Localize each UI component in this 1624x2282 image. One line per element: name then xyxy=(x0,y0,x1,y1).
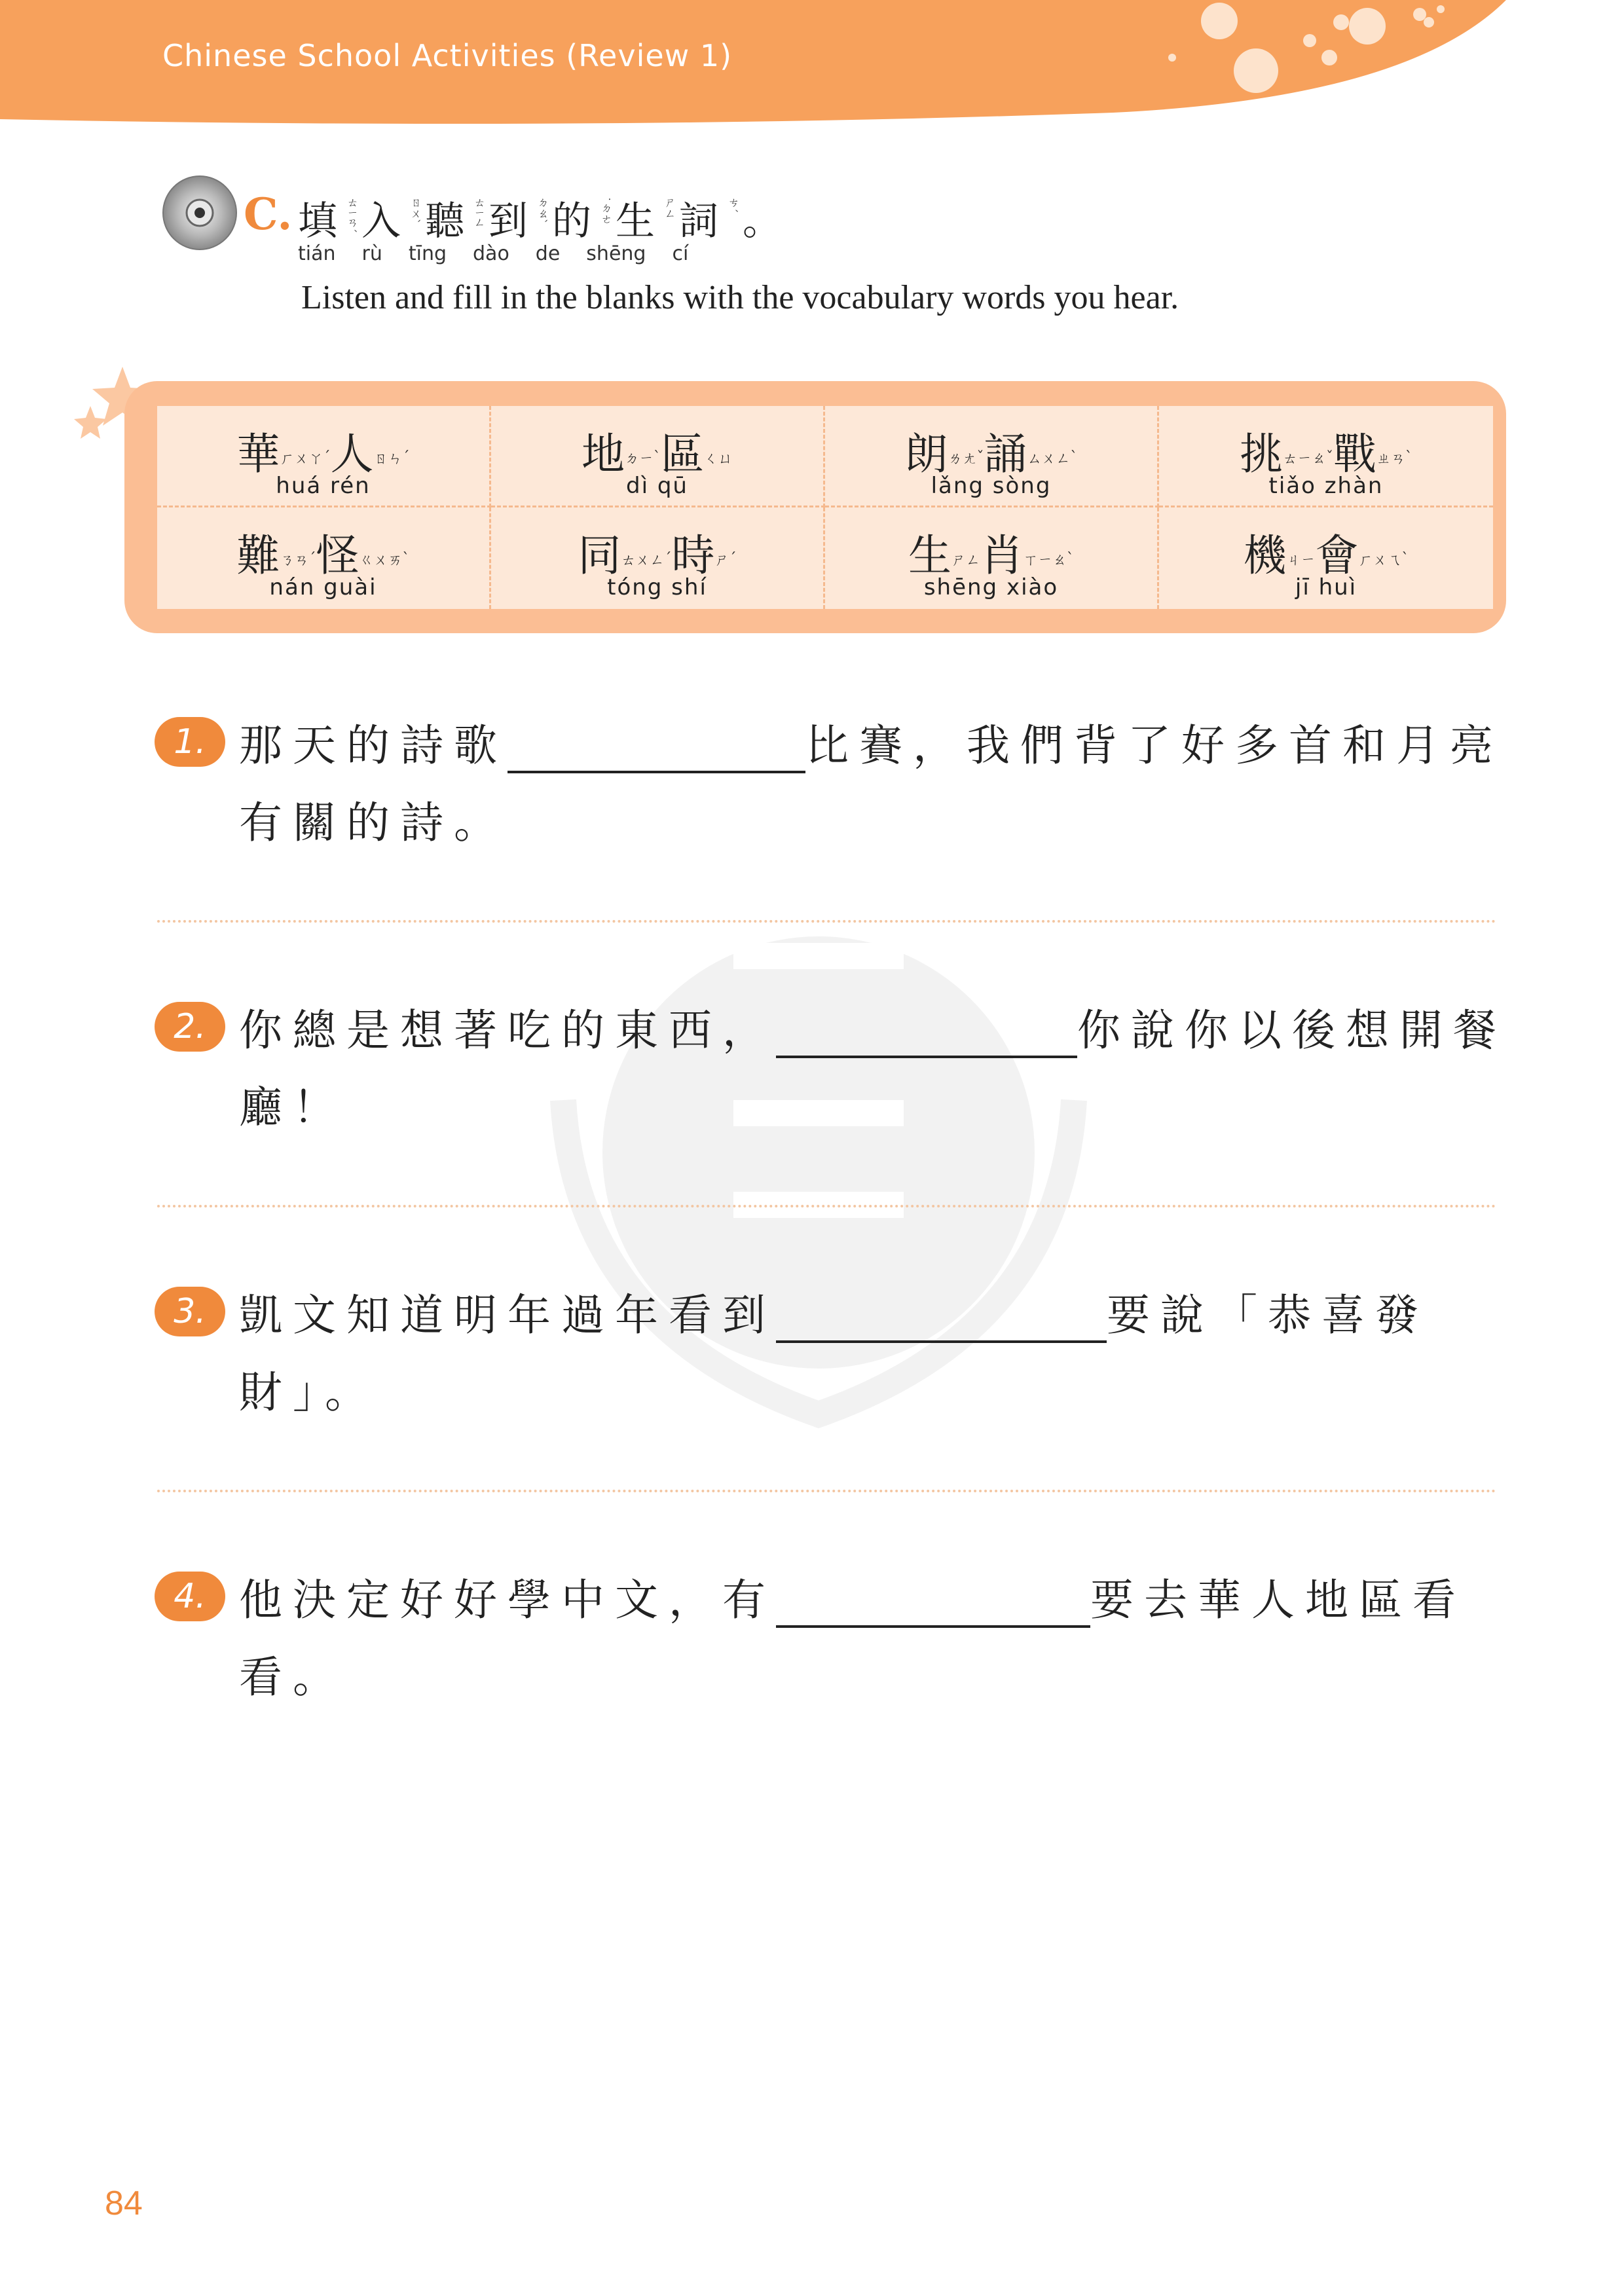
title-pinyin: de xyxy=(535,242,561,265)
vocab-word: 華ㄏㄨㄚˊ人ㄖㄣˊ xyxy=(236,429,410,479)
header-title: Chinese School Activities (Review 1) xyxy=(162,38,733,73)
vocab-word: 同ㄊㄨㄥˊ時ㄕˊ xyxy=(578,530,737,581)
section-title xyxy=(298,190,790,246)
question-text: 要去華人地區看 xyxy=(1090,1575,1466,1625)
question-text: 你說你以後想開餐 xyxy=(1077,1005,1507,1056)
title-zhuyin: ㄊㄧㄥ xyxy=(471,196,485,228)
answer-blank[interactable] xyxy=(776,1005,1077,1058)
question-line-continued: 有關的詩。 xyxy=(239,798,507,848)
question-line-continued: 看。 xyxy=(239,1652,346,1702)
question-line xyxy=(239,710,1504,773)
vocab-word: 難ㄋㄢˊ怪ㄍㄨㄞˋ xyxy=(236,530,410,581)
section-letter: C. xyxy=(244,189,293,240)
question-number: 1. xyxy=(155,717,225,767)
watermark-emblem xyxy=(537,904,1100,1434)
vocab-word: 朗ㄌㄤˇ誦ㄙㄨㄥˋ xyxy=(904,429,1078,479)
page-header xyxy=(0,0,1624,124)
title-zhuyin: ㄘˊ xyxy=(726,196,739,213)
vocab-cell xyxy=(825,406,1159,507)
vocab-pinyin: tóng shí xyxy=(607,574,707,600)
title-zhuyin: ㄉㄠˋ xyxy=(535,196,548,225)
dotted-divider xyxy=(157,1490,1496,1492)
title-zhuyin: ㄊㄧㄢˊ xyxy=(344,196,358,234)
question-line xyxy=(239,1565,1466,1628)
vocab-cell xyxy=(825,507,1159,609)
vocab-pinyin: huá rén xyxy=(276,473,371,499)
vocab-word: 機ㄐㄧ會ㄏㄨㄟˋ xyxy=(1243,530,1409,581)
question-text: 凱文知道明年過年看到 xyxy=(239,1290,776,1340)
question-text: 他決定好好學中文，有 xyxy=(239,1575,776,1625)
dotted-divider xyxy=(157,1205,1496,1207)
title-char: 的 xyxy=(552,198,591,244)
vocab-word: 地ㄉㄧˋ區ㄑㄩ xyxy=(581,429,733,479)
title-char: 生 xyxy=(616,198,655,244)
title-pinyin: rù xyxy=(361,242,382,265)
vocab-pinyin: shēng xiào xyxy=(923,574,1059,600)
title-char: 到 xyxy=(489,198,528,244)
vocab-pinyin: lǎng sòng xyxy=(931,473,1052,499)
section-pinyin xyxy=(298,242,714,265)
title-pinyin: dào xyxy=(473,242,509,265)
question-number: 4. xyxy=(155,1572,225,1621)
vocab-word: 挑ㄊㄧㄠˇ戰ㄓㄢˋ xyxy=(1239,429,1413,479)
question-text: 你總是想著吃的東西， xyxy=(239,1005,776,1056)
title-char: 聽 xyxy=(425,198,464,244)
answer-blank[interactable] xyxy=(776,1290,1107,1343)
question-text: 那天的詩歌 xyxy=(239,720,507,771)
title-pinyin: shēng xyxy=(586,242,646,265)
vocab-cell xyxy=(1159,406,1493,507)
vocab-cell xyxy=(157,507,491,609)
vocab-cell xyxy=(491,507,825,609)
question-line-continued: 財」。 xyxy=(239,1367,378,1418)
question-line xyxy=(239,1280,1429,1343)
vocab-pinyin: jī huì xyxy=(1295,574,1357,600)
answer-blank[interactable] xyxy=(507,720,805,773)
title-pinyin: tīng xyxy=(408,242,447,265)
question-number: 2. xyxy=(155,1002,225,1052)
cd-icon xyxy=(160,174,239,252)
title-pinyin: tián xyxy=(298,242,336,265)
title-char: 。 xyxy=(743,198,782,244)
vocab-pinyin: dì qū xyxy=(626,473,688,499)
question-number: 3. xyxy=(155,1287,225,1336)
title-zhuyin: ㄕㄥ xyxy=(662,196,675,219)
vocab-cell xyxy=(491,406,825,507)
title-pinyin: cí xyxy=(672,242,689,265)
dotted-divider xyxy=(157,920,1496,923)
title-zhuyin: ㄖㄨˋ xyxy=(408,196,421,225)
section-subtitle: Listen and fill in the blanks with the vocabulary words you hear. xyxy=(301,279,1179,316)
vocab-pinyin: nán guài xyxy=(269,574,377,600)
vocab-pinyin: tiǎo zhàn xyxy=(1268,473,1384,499)
vocabulary-grid xyxy=(157,406,1493,609)
page-number: 84 xyxy=(105,2184,143,2222)
title-char: 填 xyxy=(298,198,337,244)
question-text: 要說「恭喜發 xyxy=(1107,1290,1429,1340)
vocab-cell xyxy=(1159,507,1493,609)
question-line xyxy=(239,995,1507,1058)
question-text: 比賽，我們背了好多首和月亮 xyxy=(805,720,1504,771)
title-zhuyin: ˙ㄉㄜ xyxy=(599,196,612,225)
vocab-cell xyxy=(157,406,491,507)
title-char: 入 xyxy=(361,198,401,244)
title-char: 詞 xyxy=(679,198,718,244)
question-line-continued: 廳！ xyxy=(239,1082,346,1133)
answer-blank[interactable] xyxy=(776,1575,1090,1628)
vocab-word: 生ㄕㄥ肖ㄒㄧㄠˋ xyxy=(908,530,1075,581)
